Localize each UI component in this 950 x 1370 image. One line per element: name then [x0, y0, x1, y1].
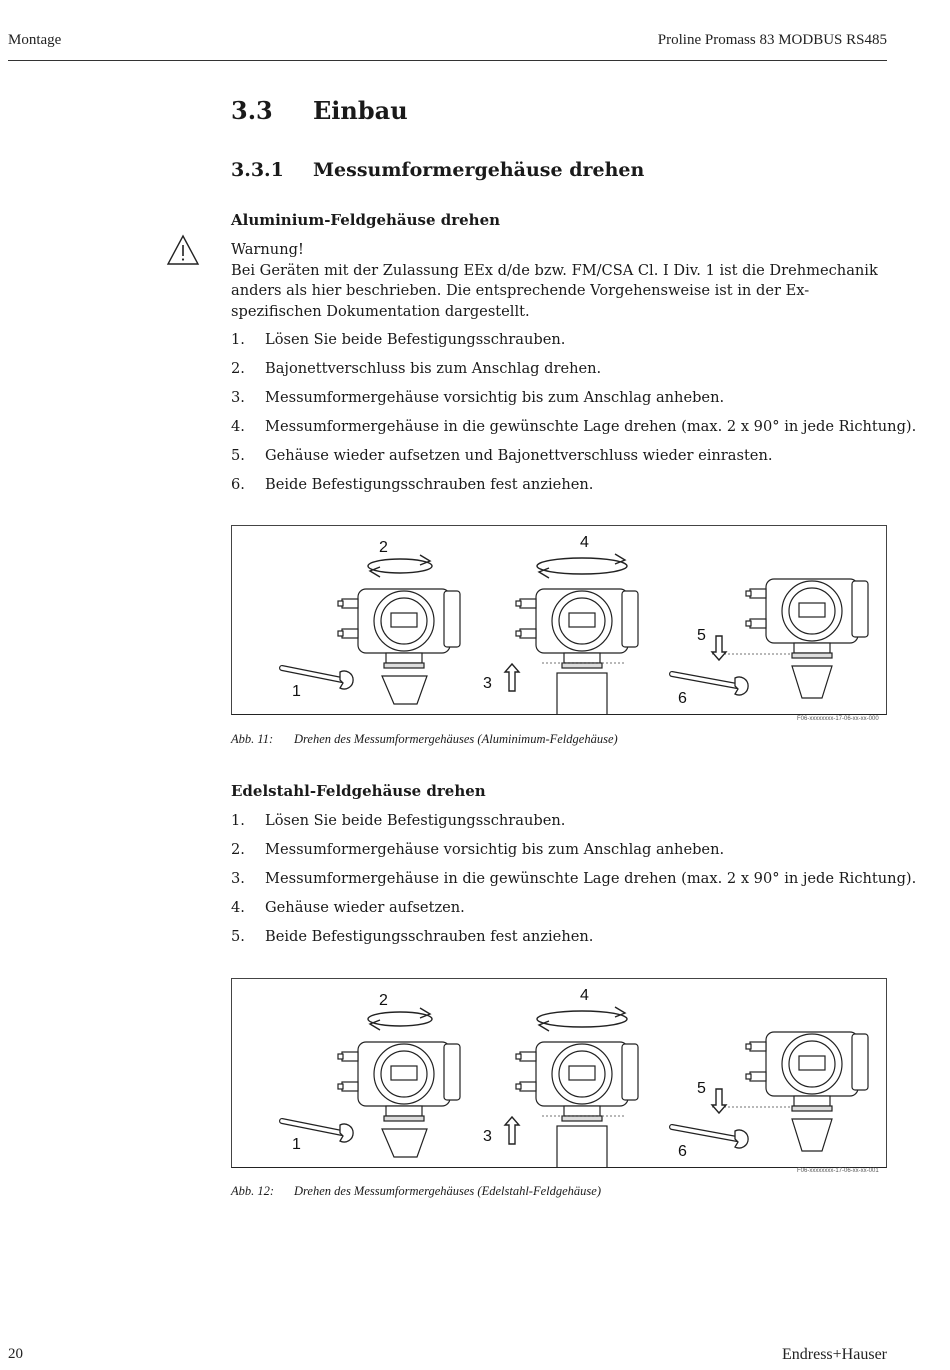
- subsection-number: 3.3.1: [231, 159, 284, 181]
- figure-step-label: 2: [379, 539, 388, 556]
- step-number: 1.: [231, 331, 245, 348]
- figure-step-label: 3: [483, 1128, 492, 1145]
- step-number: 2.: [231, 360, 245, 377]
- list-item: [231, 330, 916, 359]
- step-number: 2.: [231, 841, 245, 858]
- figure-step-label: 4: [580, 987, 589, 1004]
- step-text: Messumformergehäuse in die gewünschte Lage drehen (max. 2 x 90° in jede Richtung).: [265, 870, 917, 887]
- header-product: Proline Promass 83 MODBUS RS485: [657, 32, 887, 48]
- figure-edelstahl: [231, 978, 887, 1168]
- step-number: 4.: [231, 418, 245, 435]
- step-text: Lösen Sie beide Befestigungsschrauben.: [265, 331, 566, 348]
- list-item: [231, 417, 916, 446]
- warning-block: [231, 240, 891, 322]
- section-heading: [231, 96, 408, 125]
- step-number: 3.: [231, 389, 245, 406]
- figure-caption: [231, 732, 618, 747]
- step-number: 5.: [231, 928, 245, 945]
- list-item: [231, 927, 916, 956]
- figure-step-label: 2: [379, 992, 388, 1009]
- sensor-neck: [792, 1119, 832, 1151]
- step-number: 5.: [231, 447, 245, 464]
- footer-page-number: 20: [8, 1346, 23, 1362]
- figure-illustration: [232, 979, 886, 1167]
- up-arrow-icon: [505, 1117, 519, 1144]
- figure-step-label: 6: [678, 1143, 687, 1160]
- transmitter-housing: [338, 589, 460, 668]
- edelstahl-heading: Edelstahl-Feldgehäuse drehen: [231, 782, 486, 800]
- transmitter-housing: [516, 1042, 638, 1121]
- rotation-arrow-icon: [368, 1008, 432, 1030]
- step-number: 3.: [231, 870, 245, 887]
- list-item: [231, 898, 916, 927]
- figure-code: F06-xxxxxxxx-17-06-xx-xx-000: [797, 716, 879, 722]
- caption-text: Drehen des Messumformergehäuses (Aluminimum-Feldgehäuse): [294, 732, 618, 746]
- footer-brand: Endress+Hauser: [782, 1346, 887, 1363]
- aluminium-steps: [231, 330, 916, 504]
- step-text: Beide Befestigungsschrauben fest anziehen.: [265, 928, 594, 945]
- rotation-arrow-icon: [537, 1007, 627, 1031]
- step-number: 4.: [231, 899, 245, 916]
- step-text: Gehäuse wieder aufsetzen.: [265, 899, 465, 916]
- subsection-title: Messumformergehäuse drehen: [313, 159, 645, 181]
- section-title: Einbau: [313, 96, 408, 125]
- caption-number: Abb. 12:: [231, 1184, 275, 1198]
- step-text: Gehäuse wieder aufsetzen und Bajonettverschluss wieder einrasten.: [265, 447, 773, 464]
- list-item: [231, 388, 916, 417]
- figure-code: F06-xxxxxxxx-17-06-xx-xx-001: [797, 1168, 879, 1174]
- figure-caption: [231, 1184, 601, 1199]
- list-item: [231, 869, 916, 898]
- sensor-neck: [382, 676, 427, 704]
- rotation-arrow-icon: [537, 554, 627, 578]
- list-item: [231, 811, 916, 840]
- step-text: Messumformergehäuse in die gewünschte Lage drehen (max. 2 x 90° in jede Richtung).: [265, 418, 917, 435]
- step-text: Messumformergehäuse vorsichtig bis zum Anschlag anheben.: [265, 841, 725, 858]
- down-arrow-icon: [712, 1089, 726, 1113]
- list-item: [231, 840, 916, 869]
- rotation-arrow-icon: [368, 555, 432, 577]
- header-rule: [8, 60, 887, 61]
- aluminium-heading: Aluminium-Feldgehäuse drehen: [231, 211, 501, 229]
- step-text: Messumformergehäuse vorsichtig bis zum Anschlag anheben.: [265, 389, 725, 406]
- sensor-neck: [792, 666, 832, 698]
- step-number: 1.: [231, 812, 245, 829]
- figure-step-label: 6: [678, 690, 687, 707]
- figure-step-label: 1: [292, 683, 301, 700]
- edelstahl-steps: [231, 811, 916, 956]
- section-number: 3.3: [231, 96, 273, 125]
- figure-step-label: 3: [483, 675, 492, 692]
- warning-text: Bei Geräten mit der Zulassung EEx d/de bzw. FM/CSA Cl. I Div. 1 ist die Drehmechanik anders als hier beschrieben. Die entsprechende Vorgehensweise ist in der Ex-spezifischen Dokumentation dargestellt.: [231, 261, 878, 320]
- warning-triangle-icon: [166, 234, 200, 266]
- sensor-flange: [557, 1126, 607, 1167]
- transmitter-housing: [338, 1042, 460, 1121]
- list-item: [231, 475, 916, 504]
- transmitter-housing: [746, 579, 868, 658]
- caption-number: Abb. 11:: [231, 732, 274, 746]
- transmitter-housing: [516, 589, 638, 668]
- figure-step-label: 5: [697, 627, 706, 644]
- step-text: Lösen Sie beide Befestigungsschrauben.: [265, 812, 566, 829]
- up-arrow-icon: [505, 664, 519, 691]
- list-item: [231, 446, 916, 475]
- warning-title: Warnung!: [231, 241, 304, 258]
- caption-text: Drehen des Messumformergehäuses (Edelstahl-Feldgehäuse): [294, 1184, 601, 1198]
- subsection-heading: [231, 159, 644, 181]
- step-number: 6.: [231, 476, 245, 493]
- figure-step-label: 1: [292, 1136, 301, 1153]
- header-section: Montage: [8, 32, 62, 48]
- figure-step-label: 4: [580, 534, 589, 551]
- figure-step-label: 5: [697, 1080, 706, 1097]
- step-text: Bajonettverschluss bis zum Anschlag drehen.: [265, 360, 602, 377]
- sensor-neck: [382, 1129, 427, 1157]
- figure-illustration: [232, 526, 886, 714]
- figure-aluminium: [231, 525, 887, 715]
- sensor-flange: [557, 673, 607, 714]
- list-item: [231, 359, 916, 388]
- down-arrow-icon: [712, 636, 726, 660]
- transmitter-housing: [746, 1032, 868, 1111]
- step-text: Beide Befestigungsschrauben fest anziehen.: [265, 476, 594, 493]
